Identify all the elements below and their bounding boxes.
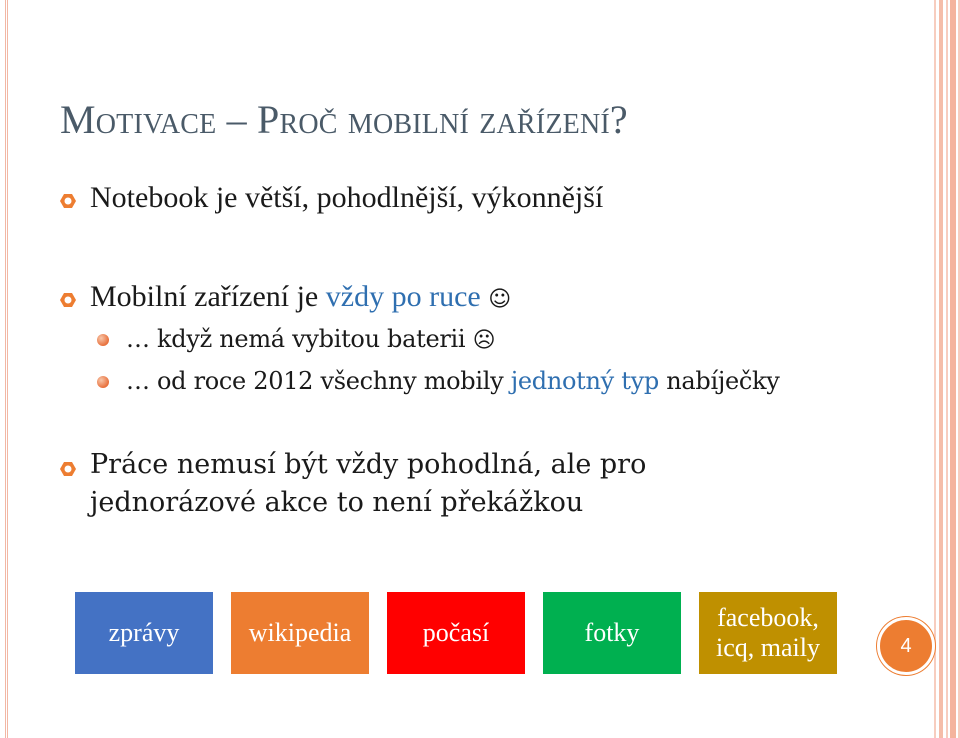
tile-label: zprávy <box>108 618 180 647</box>
sub-bullet-text-part: … od roce 2012 všechny mobily <box>126 367 511 395</box>
highlight-text: vždy po ruce <box>325 280 481 313</box>
hexagon-bullet-icon <box>60 193 76 209</box>
tile-label: fotky <box>584 618 640 647</box>
hexagon-bullet-icon <box>60 461 76 477</box>
tile-facebook <box>699 592 837 674</box>
slide-title: Motivace – Proč mobilní zařízení? <box>60 97 628 142</box>
right-stripe <box>939 0 943 738</box>
tile-label: počasí <box>422 618 490 647</box>
tile-wikipedia <box>231 592 369 674</box>
hexagon-bullet-icon <box>60 292 76 308</box>
highlight-text: jednotný typ <box>510 367 659 395</box>
tile-fotky <box>543 592 681 674</box>
dot-bullet-icon <box>97 334 109 346</box>
sub-bullet-text <box>126 367 780 395</box>
bullet-text-line: Práce nemusí být vždy pohodlná, ale pro <box>90 449 647 480</box>
tile-zpravy <box>75 592 213 674</box>
left-border-line <box>7 0 8 738</box>
tile-label: facebook, <box>717 603 819 632</box>
sub-bullet-text <box>126 325 495 353</box>
bullet-text-part: Mobilní zařízení je <box>90 280 326 313</box>
right-stripe <box>946 0 948 738</box>
smiley-face-icon: ☺ <box>488 287 512 312</box>
sub-bullet-text-part: … když nemá vybitou baterii <box>126 325 466 353</box>
page-number: 4 <box>877 617 935 675</box>
sub-bullet-text-part: nabíječky <box>658 367 780 395</box>
tile-pocasi <box>387 592 525 674</box>
left-border-line <box>5 0 6 738</box>
dot-bullet-icon <box>97 376 109 388</box>
bullet-text-line: jednorázové akce to není překážkou <box>90 487 584 518</box>
right-stripe <box>934 0 936 738</box>
tile-label: wikipedia <box>248 618 352 647</box>
tile-label: icq, maily <box>716 633 820 662</box>
bullet-text <box>90 280 511 314</box>
bullet-text: Notebook je větší, pohodlnější, výkonnější <box>90 181 604 214</box>
right-stripe <box>950 0 956 738</box>
sad-face-icon: ☹ <box>472 328 496 353</box>
